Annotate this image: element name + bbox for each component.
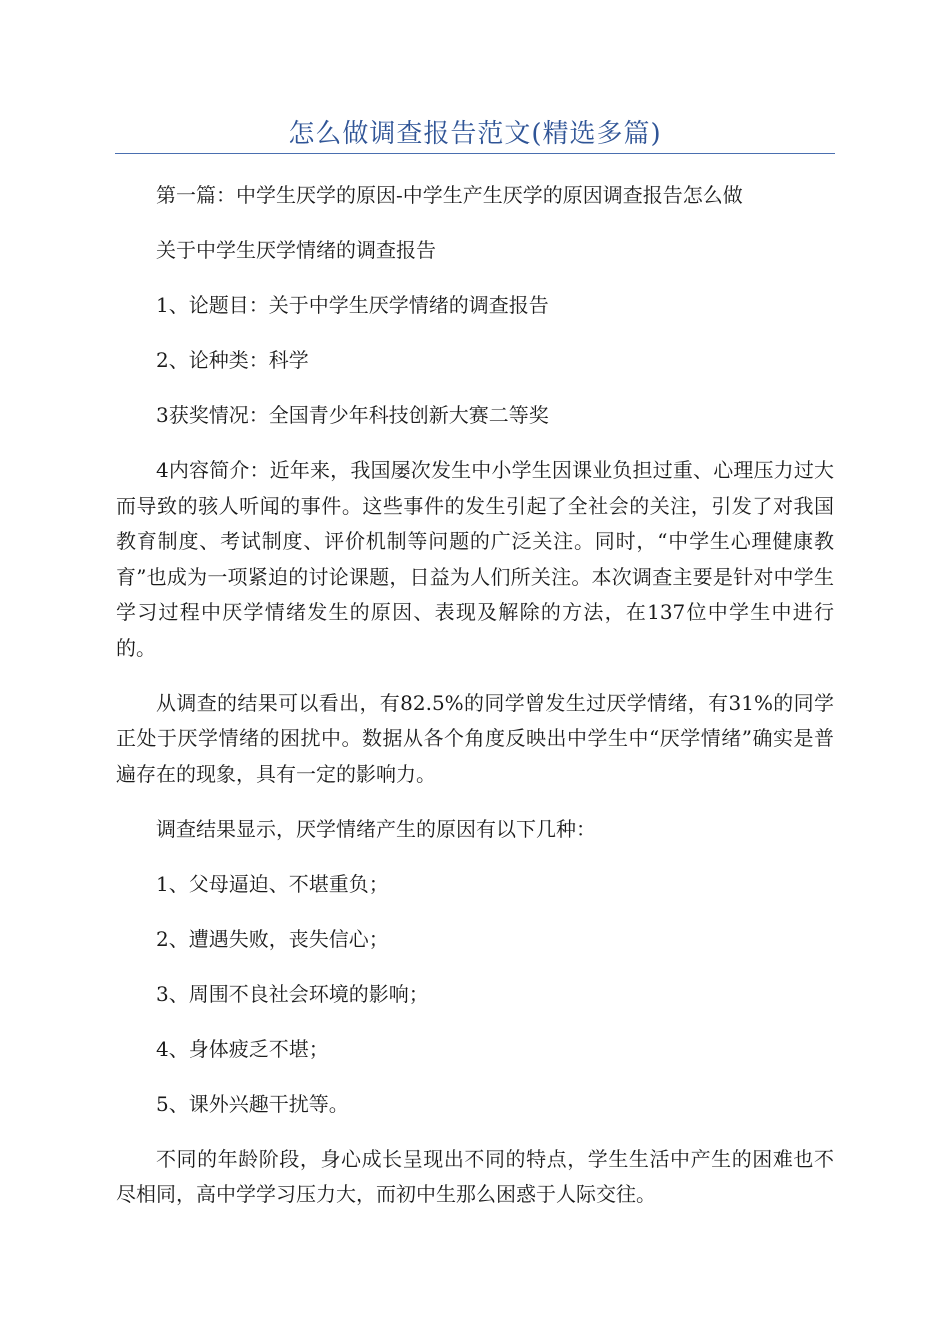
list-item: 2、遭遇失败，丧失信心； bbox=[156, 926, 389, 951]
paragraph-summary: 4内容简介：近年来，我国屡次发生中小学生因课业负担过重、心理压力过大而导致的骇人听闻的事件。这些事件的发生引起了全社会的关注，引发了对我国教育制度、考试制度、评价机制等问题的广泛关注。同时，“中学生心理健康教育”也成为一项紧迫的讨论课题，日益为人们所关注。本次调查主要是针对中学生学习过程中厌学情绪发生的原因、表现及解除的方法，在137位中学生中进行的。 bbox=[116, 458, 834, 660]
list-item: 4、身体疲乏不堪； bbox=[156, 1036, 329, 1061]
list-item: 3、周围不良社会环境的影响； bbox=[156, 981, 429, 1006]
list-item: 1、父母逼迫、不堪重负； bbox=[156, 871, 389, 896]
paragraph-section-heading: 第一篇：中学生厌学的原因-中学生产生厌学的原因调查报告怎么做 bbox=[156, 183, 743, 207]
document-body bbox=[116, 178, 834, 1232]
document-title: 怎么做调查报告范文(精选多篇) bbox=[288, 119, 662, 149]
title-underline bbox=[115, 153, 835, 154]
paragraph-results: 从调查的结果可以看出，有82.5%的同学曾发生过厌学情绪，有31%的同学正处于厌学情绪的困扰中。数据从各个角度反映出中学生中“厌学情绪”确实是普遍存在的现象，具有一定的影响力。 bbox=[116, 690, 834, 786]
paragraph-topic: 1、论题目：关于中学生厌学情绪的调查报告 bbox=[156, 293, 549, 317]
paragraph-causes-intro: 调查结果显示，厌学情绪产生的原因有以下几种： bbox=[156, 816, 596, 841]
paragraph-report-title: 关于中学生厌学情绪的调查报告 bbox=[156, 238, 436, 262]
paragraph-award: 3获奖情况：全国青少年科技创新大赛二等奖 bbox=[156, 403, 549, 427]
paragraph-conclusion: 不同的年龄阶段，身心成长呈现出不同的特点，学生生活中产生的困难也不尽相同，高中学学习压力大，而初中生那么困惑于人际交往。 bbox=[116, 1146, 834, 1206]
list-item: 5、课外兴趣干扰等。 bbox=[156, 1091, 349, 1116]
paragraph-category: 2、论种类：科学 bbox=[156, 348, 309, 372]
